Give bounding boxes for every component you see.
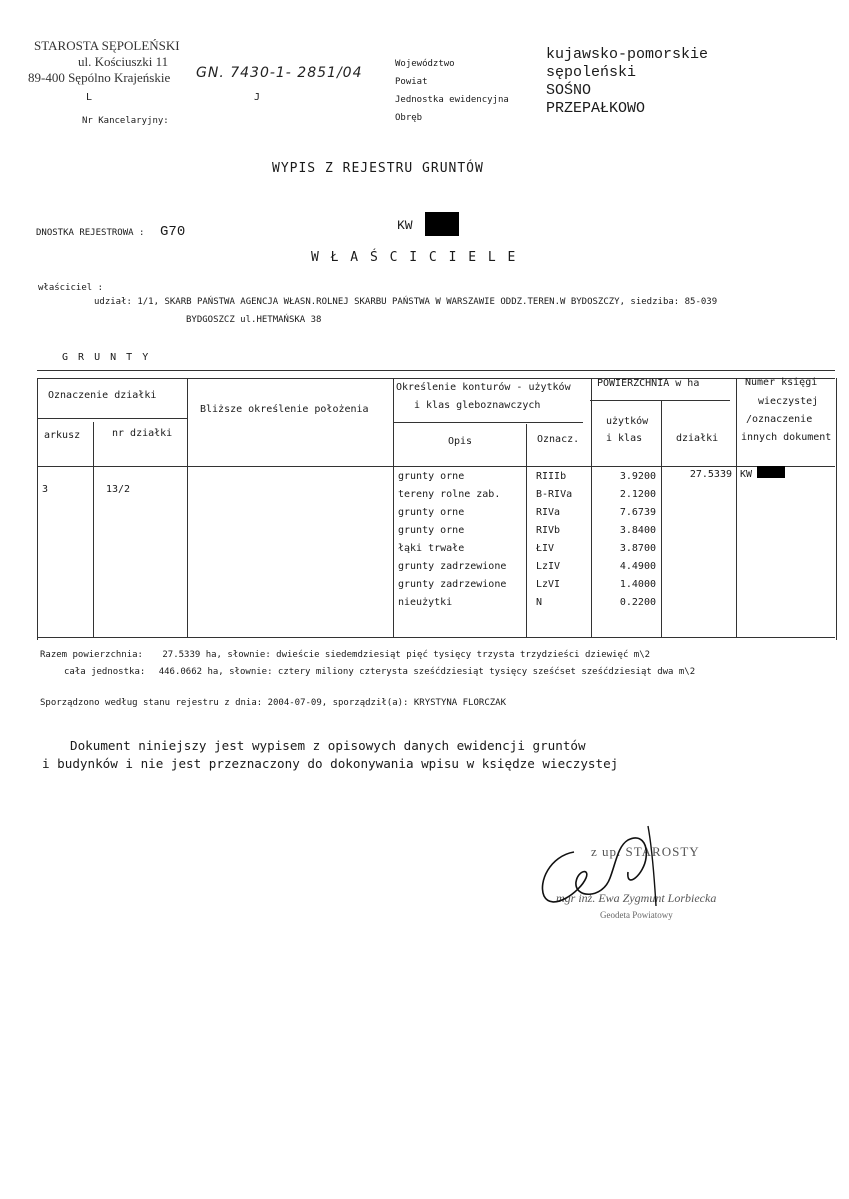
header-powierzchnia: POWIERZCHNIA w ha xyxy=(597,378,700,389)
table-header-sep-1 xyxy=(37,418,187,419)
row-oznacz: ŁIV xyxy=(536,543,555,554)
table-header-bottom xyxy=(37,466,835,467)
header-okreslenie-1: Określenie konturów - użytków xyxy=(396,382,571,393)
notice xyxy=(42,737,618,773)
col-line-right xyxy=(836,378,837,640)
razem-label: Razem powierzchnia: xyxy=(40,650,143,660)
col-line-arkusz xyxy=(93,422,94,637)
header-ksiegi-4: innych dokument xyxy=(741,432,832,443)
corner-mark-right: J xyxy=(254,92,261,103)
table-bottom-border xyxy=(37,637,835,638)
label-obreb: Obręb xyxy=(395,113,423,123)
row-area: 2.1200 xyxy=(619,489,656,500)
row-area: 4.4900 xyxy=(619,561,656,572)
owner-label: właściciel : xyxy=(38,283,104,293)
col-line-left xyxy=(37,378,38,640)
row-oznacz: RIVa xyxy=(536,507,561,518)
header-nr-dzialki: nr działki xyxy=(112,428,173,439)
table-top-border xyxy=(37,370,835,371)
owners-heading: W Ł A Ś C I C I E L E xyxy=(311,250,518,265)
cala-label: cała jednostka: xyxy=(64,667,146,677)
col-line-opis xyxy=(526,424,527,637)
stamp-street: ul. Kościuszki 11 xyxy=(78,54,169,69)
header-okreslenie-2: i klas gleboznawczych xyxy=(414,400,541,411)
value-wojewodztwo: kujawsko-pomorskie xyxy=(546,46,709,63)
header-arkusz: arkusz xyxy=(44,430,81,441)
row-opis: grunty orne xyxy=(398,525,465,536)
label-powiat: Powiat xyxy=(395,77,428,87)
row-opis: grunty orne xyxy=(398,507,465,518)
row-area: 7.6739 xyxy=(619,507,656,518)
table-header-sep-2 xyxy=(393,422,583,423)
row-oznacz: LzIV xyxy=(536,561,561,572)
row-oznacz: N xyxy=(536,597,543,608)
jednostka-rejestrowa xyxy=(36,220,185,240)
header-field-values xyxy=(546,46,708,118)
handwritten-signature xyxy=(530,812,720,922)
row-opis: grunty zadrzewione xyxy=(398,579,507,590)
nr-kancelaryjny-label: Nr Kancelaryjny: xyxy=(82,116,169,126)
value-jednostka: SOŚNO xyxy=(546,82,592,99)
notice-line-1: Dokument niniejszy jest wypisem z opisowych danych ewidencji gruntów xyxy=(70,738,586,753)
row-opis: nieużytki xyxy=(398,597,453,608)
value-powiat: sępoleński xyxy=(546,64,637,81)
row-oznacz: B-RIVa xyxy=(536,489,573,500)
header-opis: Opis xyxy=(448,436,473,447)
office-stamp xyxy=(28,38,180,86)
row-area: 0.2200 xyxy=(619,597,656,608)
row-opis: grunty zadrzewione xyxy=(398,561,507,572)
signature-stamp-line-1: z up. STAROSTY xyxy=(591,844,700,859)
table-header-sep-3 xyxy=(590,400,730,401)
col-line-dzialka xyxy=(187,378,188,637)
stamp-office-name: STAROSTA SĘPOLEŃSKI xyxy=(34,38,180,53)
razem-text: 27.5339 ha, słownie: dwieście siedemdziesiąt pięć tysięcy trzysta trzydzieści dziewięć m\2 xyxy=(162,650,651,660)
signature-stamp-line-3: Geodeta Powiatowy xyxy=(600,910,673,920)
jednostka-rejestrowa-label: DNOSTKA REJESTROWA : xyxy=(36,228,145,238)
cell-kw-prefix: KW xyxy=(740,469,753,480)
header-ksiegi-2: wieczystej xyxy=(758,396,819,407)
header-dzialki: działki xyxy=(676,433,719,444)
row-area: 3.8400 xyxy=(619,525,656,536)
row-oznacz: LzVI xyxy=(536,579,561,590)
label-jednostka: Jednostka ewidencyjna xyxy=(395,95,509,105)
row-oznacz: RIIIb xyxy=(536,471,567,482)
cell-dzialki-total: 27.5339 xyxy=(689,469,732,480)
kw-label: KW xyxy=(397,218,413,233)
row-opis: grunty orne xyxy=(398,471,465,482)
header-uzytkow-2: i klas xyxy=(606,433,643,444)
notice-line-2: i budynków i nie jest przeznaczony do dokonywania wpisu w księdze wieczystej xyxy=(42,756,619,771)
corner-mark-left: L xyxy=(86,92,93,103)
header-ksiegi-1: Numer księgi xyxy=(745,377,818,388)
row-oznacz: RIVb xyxy=(536,525,561,536)
stamp-city: 89-400 Sępólno Krajeńskie xyxy=(28,70,171,85)
cell-arkusz: 3 xyxy=(42,484,49,495)
kw-redaction xyxy=(425,212,459,236)
cell-nr-dzialki: 13/2 xyxy=(106,484,131,495)
header-oznaczenie: Oznaczenie działki xyxy=(48,390,157,401)
kw-number-redaction xyxy=(757,466,785,478)
header-field-labels xyxy=(395,55,509,127)
col-line-blizsze xyxy=(393,378,394,637)
row-area: 3.8700 xyxy=(619,543,656,554)
signature-stamp-line-2: mgr inż. Ewa Zygmunt Lorbiecka xyxy=(556,891,717,905)
handwritten-reference: GN. 7430-1- 2851/04 xyxy=(196,65,363,81)
row-opis: tereny rolne zab. xyxy=(398,489,501,500)
row-area: 3.9200 xyxy=(619,471,656,482)
header-blizsze: Bliższe określenie położenia xyxy=(200,404,369,415)
col-line-uzytkow xyxy=(661,400,662,637)
document-title: WYPIS Z REJESTRU GRUNTÓW xyxy=(272,161,484,176)
row-opis: łąki trwałe xyxy=(398,543,465,554)
jednostka-rejestrowa-value: G70 xyxy=(160,224,186,240)
header-oznacz: Oznacz. xyxy=(537,434,580,445)
owner-line-2: BYDGOSZCZ ul.HETMAŃSKA 38 xyxy=(186,315,322,325)
cala-jednostka xyxy=(64,667,695,677)
label-wojewodztwo: Województwo xyxy=(395,59,455,69)
owner-line-1: udział: 1/1, SKARB PAŃSTWA AGENCJA WŁASN.ROLNEJ SKARBU PAŃSTWA W WARSZAWIE ODDZ.TEREN.W BYDOSZCZY, siedziba: 85-039 xyxy=(94,297,718,307)
sporzadzono-line: Sporządzono według stanu rejestru z dnia: 2004-07-09, sporządził(a): KRYSTYNA FLORCZAK xyxy=(40,698,506,708)
col-line-dzialki xyxy=(736,378,737,637)
razem-powierzchnia xyxy=(40,650,650,660)
value-obreb: PRZEPAŁKOWO xyxy=(546,100,646,117)
row-area: 1.4000 xyxy=(619,579,656,590)
header-ksiegi-3: /oznaczenie xyxy=(746,414,813,425)
cala-text: 446.0662 ha, słownie: cztery miliony czterysta sześćdziesiąt tysięcy sześćset sześćdziesiąt dwa m\2 xyxy=(158,667,696,677)
grunty-heading: G R U N T Y xyxy=(62,352,151,363)
table-upper-border xyxy=(37,378,835,379)
header-uzytkow-1: użytków xyxy=(606,416,649,427)
